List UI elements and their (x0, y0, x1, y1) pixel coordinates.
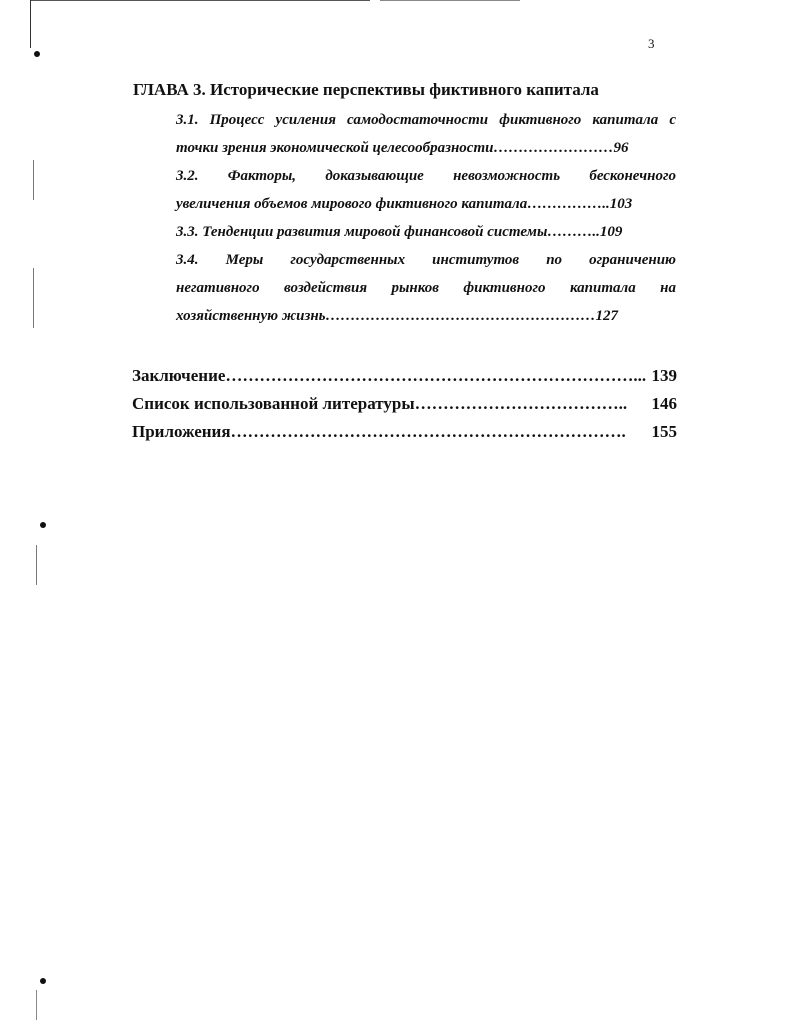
toc-section-3-1 (176, 106, 676, 162)
toc-section-line: 3.4. Меры государственных институтов по ограничению (176, 252, 676, 268)
scan-edge-line-left (30, 0, 31, 48)
page-number: 3 (648, 36, 655, 51)
toc-section-3-2 (176, 162, 676, 218)
toc-entry-page: 146 (651, 394, 677, 413)
scan-edge-line-left (36, 545, 37, 585)
toc-entry-dots: ………………………………………………………………... (225, 366, 647, 385)
toc-entry-page: 155 (651, 422, 677, 441)
scan-edge-line-left (36, 990, 37, 1020)
toc-entry-label: Приложения (132, 422, 231, 441)
toc-section-line: точки зрения экономической целесообразности……………………96 (176, 140, 629, 156)
scan-edge-line-top (30, 0, 370, 1)
toc-entry-appendices (132, 418, 677, 446)
toc-section-line: хозяйственную жизнь………………………………………………127 (176, 308, 619, 324)
toc-section-line: увеличения объемов мирового фиктивного капитала……………..103 (176, 196, 633, 212)
toc-section-line: 3.3. Тенденции развития мировой финансовой системы………..109 (176, 224, 623, 240)
toc-entry-dots: ……………………………………………………………. (230, 422, 626, 441)
scan-edge-line-left (33, 160, 34, 200)
punch-hole-mark-middle (40, 522, 46, 528)
toc-section-line: 3.2. Факторы, доказывающие невозможность бесконечного (176, 168, 676, 184)
toc-section-line: негативного воздействия рынков фиктивного капитала на (176, 280, 676, 296)
toc-entry-conclusion (132, 362, 677, 390)
toc-entry-label: Заключение (132, 366, 226, 385)
toc-entry-page: 139 (651, 366, 677, 385)
toc-entry-bibliography (132, 390, 677, 418)
chapter-title: ГЛАВА 3. Исторические перспективы фиктивного капитала (133, 80, 599, 99)
scan-edge-line-top-right (380, 0, 520, 1)
toc-section-3-4 (176, 246, 676, 330)
toc-main-entries (132, 362, 677, 446)
toc-section-3-3 (176, 218, 676, 246)
scan-edge-line-left (33, 268, 34, 328)
toc-entry-label: Список использованной литературы (132, 394, 415, 413)
punch-hole-mark-bottom (40, 978, 46, 984)
toc-section-line: 3.1. Процесс усиления самодостаточности фиктивного капитала с (176, 112, 676, 128)
punch-hole-mark-top (34, 51, 40, 57)
toc-entry-dots: ……………………………….. (414, 394, 628, 413)
